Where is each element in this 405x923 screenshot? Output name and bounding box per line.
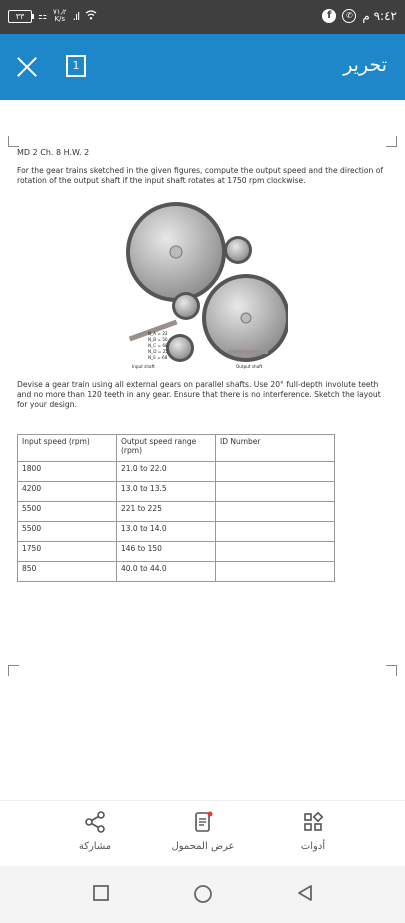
edit-button[interactable]: تحرير	[343, 54, 387, 76]
table-cell: 850	[18, 562, 117, 582]
tools-button[interactable]	[258, 811, 368, 852]
table-cell	[216, 502, 335, 522]
tools-label: أدوات	[300, 841, 326, 852]
page-number-badge[interactable]: 1	[66, 55, 86, 77]
teeth-label: N_B = 50	[148, 337, 168, 342]
teeth-label: N_A = 22	[148, 331, 168, 336]
document-header: MD 2 Ch. 8 H.W. 2	[17, 148, 90, 157]
table-cell: 13.0 to 14.0	[117, 522, 216, 542]
input-shaft-label: Input shaft	[132, 364, 155, 369]
design-text: Devise a gear train using all external gears on parallel shafts. Use 20° full-depth involute teeth and no more than 120 teeth in any gear. Ensure that there is no interference. Sketch the layout for your design.	[17, 380, 381, 409]
app-bar	[0, 34, 405, 100]
facebook-icon: f	[322, 9, 336, 23]
column-header: ID Number	[216, 435, 335, 462]
gear-train-figure	[118, 200, 288, 372]
share-icon	[84, 811, 106, 833]
wifi-icon	[85, 10, 97, 23]
network-speed: ٧١٫٢ K/s	[52, 8, 67, 23]
page-corner-mark	[8, 665, 19, 676]
status-bar	[0, 0, 405, 34]
teeth-label: N_D = 25	[148, 349, 168, 354]
back-icon[interactable]	[296, 884, 314, 902]
table-row	[18, 542, 335, 562]
recents-icon[interactable]	[92, 884, 110, 902]
mobile-view-label: عرض المحمول	[171, 841, 235, 852]
table-cell: 1750	[18, 542, 117, 562]
page-corner-mark	[386, 136, 397, 147]
table-row	[18, 522, 335, 542]
whatsapp-icon: ✆	[342, 9, 356, 23]
share-button[interactable]	[40, 811, 150, 852]
mobile-view-icon	[192, 811, 214, 833]
table-row	[18, 482, 335, 502]
table-header-row	[18, 435, 335, 462]
table-cell	[216, 562, 335, 582]
page-corner-mark	[8, 136, 19, 147]
column-header: Input speed (rpm)	[18, 435, 117, 462]
page-corner-mark	[386, 665, 397, 676]
table-cell	[216, 542, 335, 562]
share-label: مشاركة	[78, 841, 112, 852]
home-icon[interactable]	[193, 884, 213, 904]
speed-table	[17, 434, 335, 582]
table-cell: 21.0 to 22.0	[117, 462, 216, 482]
teeth-label: N_C = 68	[148, 343, 168, 348]
table-cell	[216, 482, 335, 502]
table-row	[18, 562, 335, 582]
table-cell: 5500	[18, 502, 117, 522]
problem-text: For the gear trains sketched in the given figures, compute the output speed and the direction of rotation of the output shaft if the input shaft rotates at 1750 rpm clockwise.	[17, 166, 384, 185]
tools-icon	[302, 811, 324, 833]
table-row	[18, 502, 335, 522]
table-cell	[216, 522, 335, 542]
table-cell: 146 to 150	[117, 542, 216, 562]
table-cell: 40.0 to 44.0	[117, 562, 216, 582]
output-shaft-label: Output shaft	[236, 364, 263, 369]
battery-icon: ٣٣	[8, 10, 32, 23]
table-cell: 1800	[18, 462, 117, 482]
column-header: Output speed range (rpm)	[117, 435, 216, 462]
table-row	[18, 462, 335, 482]
table-cell: 5500	[18, 522, 117, 542]
table-cell: 13.0 to 13.5	[117, 482, 216, 502]
navigation-bar	[0, 866, 405, 923]
table-cell	[216, 462, 335, 482]
table-cell: 221 to 225	[117, 502, 216, 522]
clock: ٩:٤٢ م	[362, 9, 397, 23]
table-cell: 4200	[18, 482, 117, 502]
signal-icon: .ıl	[72, 9, 80, 23]
teeth-label: N_E = 68	[148, 355, 168, 360]
mobile-view-button[interactable]	[148, 811, 258, 852]
document-page[interactable]	[0, 100, 405, 800]
close-icon[interactable]	[14, 54, 40, 80]
sim-icon: ⚏	[38, 10, 47, 22]
bottom-toolbar	[0, 800, 405, 867]
